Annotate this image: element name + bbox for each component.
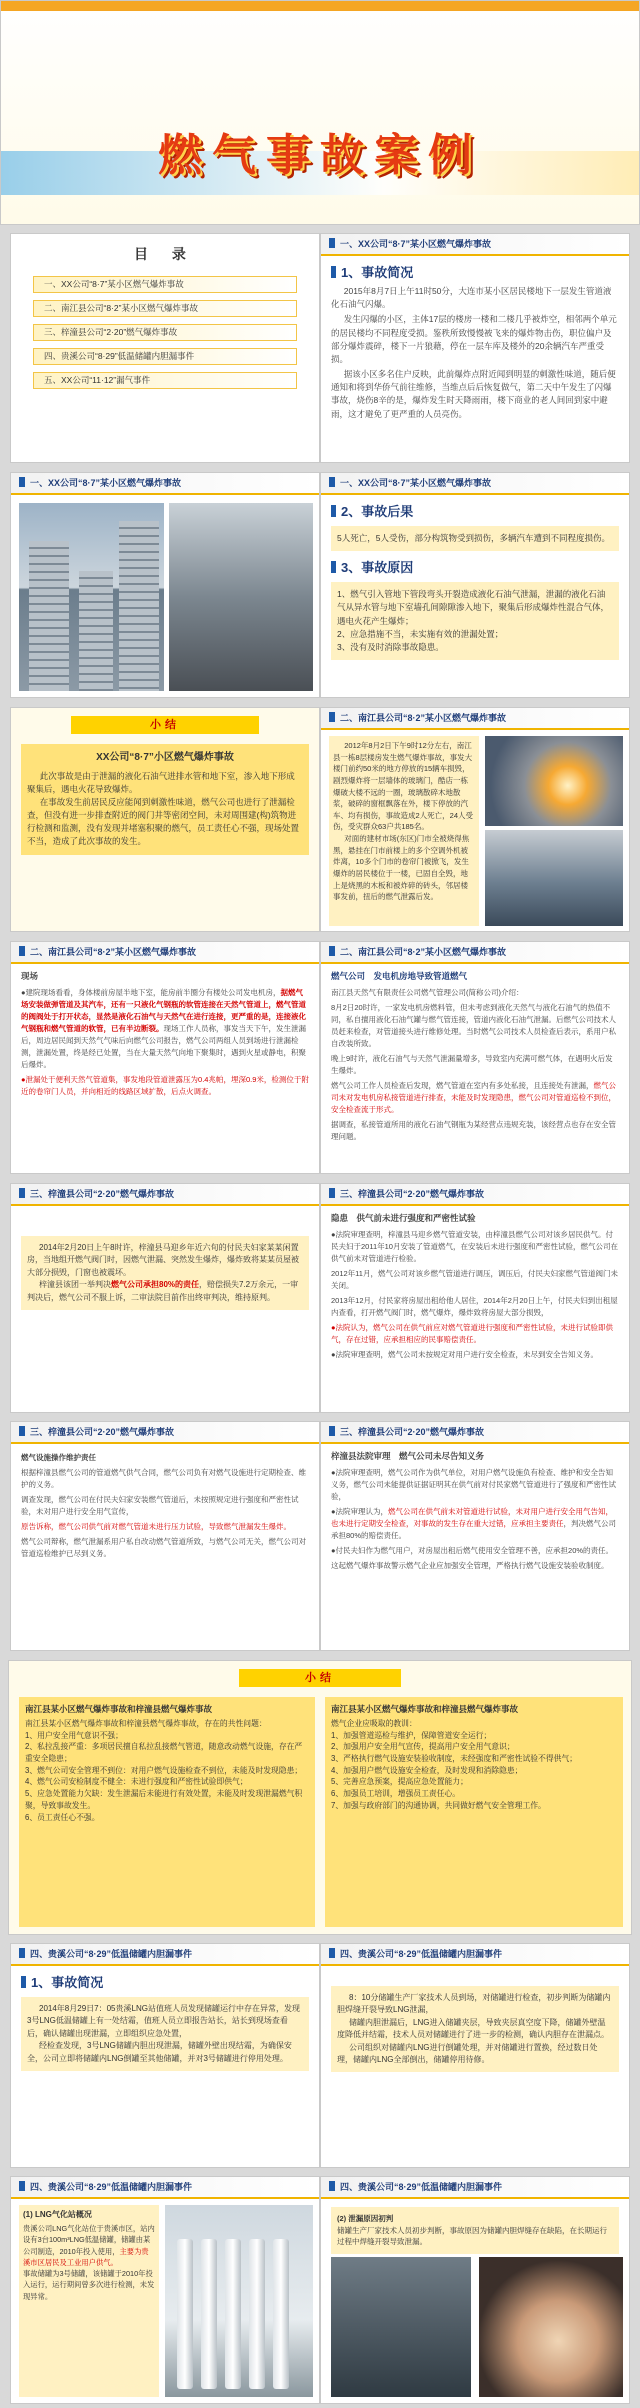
nanjiang-para-2: 对面的建材市场(东区)门市全被烧得焦黑，悬挂在门市前楼上的多个空调外机被炸离，10多个门市的卷帘门被掀飞，发生爆炸的居民楼位于一楼，已固自全毁，地上是烧黑的木板和被炸碎的砖头，邻居楼事发前，扭后的燃气泄露后发。 xyxy=(333,834,470,902)
site-heading: 现场 xyxy=(21,971,39,981)
common-issues-title: 南江县某小区燃气爆炸事故和梓潼县燃气爆炸事故 xyxy=(25,1704,213,1714)
explosion-street-photo xyxy=(169,503,313,691)
zitong-para-2: 梓潼县该团一举判决燃气公司承担80%的责任，赔偿损失7.2万余元，一审判决后，燃气公司不服上诉，二审法院目前作出终审判决，维持原判。 xyxy=(27,1280,299,1302)
consequence-box: 5人死亡，5人受伤，部分构筑物受到损伤，多辆汽车遭到不同程度损伤。 xyxy=(331,526,619,551)
leak-cause-para: 储罐生产厂家技术人员初步判断，事故原因为储罐内胆焊缝存在缺陷，在长期运行过程中焊缝开裂导致泄漏。 xyxy=(337,2225,607,2247)
slide-3 xyxy=(320,233,630,463)
toc-item-3[interactable]: 三、梓潼县公司“2·20”燃气爆炸事故 xyxy=(33,324,297,341)
toc-slide xyxy=(10,233,320,463)
explosion-building-photo xyxy=(19,503,164,691)
title-top-bar xyxy=(1,1,639,11)
common-issue: 3、燃气公司安全管理不到位：对用户燃气设施检查不到位，未能及时发现隐患； xyxy=(25,1765,303,1775)
zitong-resp-line: 根据梓潼县燃气公司的管道燃气供气合同，燃气公司负有对燃气设施进行定期检查、维护的义务。 xyxy=(21,1468,306,1489)
section-header: 三、梓潼县公司“2·20”燃气爆炸事故 xyxy=(321,1184,629,1206)
summary-body-2: 在事故发生前居民反应能闻到刺激性味道，燃气公司也进行了泄漏检查，但没有进一步排查附近的阀门井等密闭空间，未对周围建(构)筑物进行检测和监测，没有发现并堵塞积聚的燃气，员工责任心不强，现场处置不当，造成了此次事故的发生。 xyxy=(27,796,300,847)
summary-title: XX公司“8·7”小区燃气爆炸事故 xyxy=(96,752,234,763)
slide-10 xyxy=(320,1183,630,1413)
zitong-hazard-item: ●法院审理查明，燃气公司未按规定对用户进行安全检查，未尽到安全告知义务。 xyxy=(331,1349,599,1359)
cause-detail-para: 据调查，私接管道所用的液化石油气钢瓶为某经营点违规充装，该经营点也存在安全管理问题。 xyxy=(331,1119,616,1141)
main-title: 燃气事故案例 xyxy=(158,130,482,181)
slide3-heading: 1、事故简况 xyxy=(331,262,619,281)
slide3-para-2: 发生闪爆的小区，主体17层的楼房一楼和二楼几乎被炸空，相邻两个单元的居民楼均不同程度受损。鉴秩所致慢慢被飞来的爆炸物击伤，职位偏户及部分爆炸震碎，楼下一片狼藉，停在一层车库及楼外的20余辆汽车严重受损。 xyxy=(331,314,617,364)
lessons-lead: 燃气企业应吸取的教训： xyxy=(331,1719,417,1728)
cause-detail-para: 8月2日20时许，一家发电机房燃料管，但未考虑到液化天然气与液化石油气的热值不同，私自擅用液化石油气罐与燃气管连接，管道内液化石油气泄漏。后燃气公司技术人员赶来检查，对管道接头进行维修处理。当时燃气公司技术人员检查后表示，系用户私自改装所致。 xyxy=(331,1002,616,1048)
slide-9 xyxy=(10,1183,320,1413)
zitong-hazard-item: ●法院审理查明，梓潼县马迎乡燃气管道安装，由梓潼县燃气公司对该乡居民供气。付民夫妇于2011年10月安装了管道燃气，在安装后未进行强度和严密性试验，燃气公司在供气前未对管道进行检验。 xyxy=(331,1229,618,1263)
cause-item: 3、没有及时消除事故隐患。 xyxy=(337,641,444,652)
zitong-court-item: ●法院审理认为，燃气公司在供气前未对管道进行试验，未对用户进行安全用气告知，也未进行定期安全检查，对事故的发生存在重大过错，应承担主要责任，判决燃气公司承担80%的赔偿责任。 xyxy=(331,1506,616,1540)
cause-heading: 3、事故原因 xyxy=(331,557,619,576)
section-header: 一、XX公司“8·7”某小区燃气爆炸事故 xyxy=(321,234,629,256)
toc-item-4[interactable]: 四、贵溪公司“8·29”低温储罐内胆漏事件 xyxy=(33,348,297,365)
leak-cause-box xyxy=(331,2207,619,2254)
guixi-detail-box xyxy=(331,1986,619,2072)
section-header: 一、XX公司“8·7”某小区燃气爆炸事故 xyxy=(11,473,319,495)
lng-station-box xyxy=(19,2205,159,2397)
lesson-item: 2、加强用户安全用气宣传，提高用户安全用气意识； xyxy=(331,1742,515,1752)
slide-6 xyxy=(10,707,320,932)
zitong-court xyxy=(321,1444,629,1572)
slide-4 xyxy=(10,472,320,698)
cause-item: 2、应急措施不当，未实施有效的泄漏处置； xyxy=(337,628,504,639)
zitong-resp-heading: 燃气设施操作维护责任 xyxy=(21,1453,96,1462)
lng-station-para: 贵溪公司LNG气化站位于贵溪市区，站内设有3台100m³LNG低温储罐，储罐由某公司制造，2010年投入使用，主要为贵溪市区居民及工业用户供气。 xyxy=(23,2224,155,2267)
guixi-para-2: 经检查发现，3号LNG储罐内胆出现泄漏，储罐外壁出现结霜，为确保安全，公司立即将储罐内LNG倒罐至其他储罐，并对3号储罐进行停用处理。 xyxy=(27,2041,292,2063)
lng-station-heading: (1) LNG气化站概况 xyxy=(23,2210,92,2219)
slide-11 xyxy=(10,1421,320,1651)
summary-box xyxy=(21,744,309,855)
summary-body: 此次事故是由于泄漏的液化石油气进排水管和地下室，渗入地下形成聚集后，遇电火花导致爆炸。 xyxy=(27,770,295,794)
toc-item-5[interactable]: 五、XX公司“11·12”漏气事件 xyxy=(33,372,297,389)
zitong-hazard xyxy=(321,1206,629,1361)
section-header: 四、贵溪公司“8·29”低温储罐内胆漏事件 xyxy=(11,1944,319,1966)
section-header: 三、梓潼县公司“2·20”燃气爆炸事故 xyxy=(11,1184,319,1206)
lng-tank-photo xyxy=(165,2205,313,2397)
cause-detail-para: 燃气公司工作人员检查后发现，燃气管道在室内有多处私接，且连接处有泄漏，燃气公司未对发电机房私接管道进行排查，未能及时发现隐患，燃气公司对管道巡检不到位，安全检查流于形式。 xyxy=(331,1080,616,1114)
zitong-court-item: ●法院审理查明，燃气公司作为供气单位，对用户燃气设施负有检查、维护和安全告知义务，燃气公司未能提供证据证明其在供气前对付民家燃气管道进行了强度和严密性试验， xyxy=(331,1467,616,1501)
slide-14 xyxy=(10,1943,320,2168)
guixi-detail-para: 8：10分储罐生产厂家技术人员到场，对储罐进行检查，初步判断为储罐内胆焊缝开裂导致LNG泄漏， xyxy=(337,1993,611,2015)
lesson-item: 4、加强用户燃气设施安全检查，及时发现和消除隐患； xyxy=(331,1765,523,1775)
zitong-hazard-heading: 隐患 供气前未进行强度和严密性试验 xyxy=(331,1213,476,1223)
nanjiang-para-1: 2012年8月2日下午9时12分左右，南江县一栋8层楼房发生燃气爆炸事故，事发大楼门前约50米的地方停放的15辆车损毁，剧烈爆炸将一层墙体的玻璃门，酷店一栋爆破大楼不远的一圈，玻璃散碎木地散浆，破碎的窗框飘落在外，楼下停放的汽车、均有损伤，事故造成2人死亡，24人受伤，受灾群众63户共185名。 xyxy=(333,741,474,832)
lessons-box xyxy=(325,1697,623,1927)
zitong-responsibility xyxy=(11,1444,319,1560)
lesson-item: 1、加强管道巡检与维护，保障管道安全运行； xyxy=(331,1730,492,1740)
cause-details xyxy=(321,964,629,1143)
section-header: 四、贵溪公司“8·29”低温储罐内胆漏事件 xyxy=(321,2177,629,2199)
section-header: 三、梓潼县公司“2·20”燃气爆炸事故 xyxy=(321,1422,629,1444)
slide-5 xyxy=(320,472,630,698)
site-para-1: ●建院现场看看，身体楼前房屋半地下室，能房前半圈分有楼处公司发电机房，据燃气场安装做弹管道及其汽车，还有一只液化气钢瓶的软管连接在天然气管道上，燃气管道的阀阀处于打开状态，显然是液化石油气与天然气在进行连接，更严重的是，连接液化气钢瓶和燃气管道的软管，已有半边断裂。现场工作人员称，事发当天下午，发生泄漏后，周边居民闻到天然气气味后向燃气公司报告，燃气公司两组人员到场进行泄漏检测，泄漏处置，终是经已处置，当在大量天然气向地下聚集时，遇到火星或静电，积聚后爆炸。 xyxy=(21,987,306,1069)
common-issue: 1、用户安全用气意识不强； xyxy=(25,1730,123,1740)
slide-12 xyxy=(320,1421,630,1651)
lesson-item: 6、加强员工培训，增强员工责任心。 xyxy=(331,1789,461,1799)
zitong-resp-line: 燃气公司辩称，燃气泄漏系用户私自改动燃气管道所致，与燃气公司无关，燃气公司对管道巡检维护已尽到义务。 xyxy=(21,1537,306,1558)
slide-7 xyxy=(320,707,630,932)
guixi-detail-para: 公司组织对储罐内LNG进行倒罐处理，并对储罐进行置换，经过数日处理，储罐内LNG全部倒出，储罐停用待修。 xyxy=(337,2042,598,2064)
guixi-heading: 1、事故简况 xyxy=(21,1972,309,1991)
zitong-summary-box xyxy=(21,1236,309,1310)
cause-box xyxy=(331,582,619,660)
lessons-title: 南江县某小区燃气爆炸事故和梓潼县燃气爆炸事故 xyxy=(331,1704,519,1714)
section-header: 二、南江县公司“8·2”某小区燃气爆炸事故 xyxy=(11,942,319,964)
guixi-detail-para: 储罐内胆泄漏后，LNG进入储罐夹层，导致夹层真空度下降，储罐外壁温度降低并结霜，技术人员对储罐进行了进一步的检测，确认内胆存在泄漏点。 xyxy=(337,2017,609,2040)
zitong-hazard-item: ●法院认为，燃气公司在供气前应对燃气管道进行强度和严密性试验，未进行试验即供气，存在过错，应承担相应的民事赔偿责任。 xyxy=(331,1322,614,1344)
zitong-resp-line: 原告诉称，燃气公司供气前对燃气管道未进行压力试验，导致燃气泄漏发生爆炸。 xyxy=(21,1522,291,1531)
section-header: 三、梓潼县公司“2·20”燃气爆炸事故 xyxy=(11,1422,319,1444)
cause-detail-para: 晚上9时许，液化石油气与天然气泄漏量增多，导致室内充满可燃气体，在遇明火后发生爆炸。 xyxy=(331,1053,613,1075)
cause-item: 1、燃气引入管地下管段弯头开裂造成液化石油气泄漏，泄漏的液化石油气从异水管与地下室墙孔间隙隙渗入地下，聚集后形成爆炸性混合气体，遇电火花产生爆炸； xyxy=(337,589,610,626)
slide-13 xyxy=(8,1660,632,1935)
summary-banner: 小结 xyxy=(71,716,259,734)
toc-title: 目 录 xyxy=(134,246,196,262)
frost-inspection-photo xyxy=(479,2257,623,2397)
common-issue: 5、应急处置能力欠缺：发生泄漏后未能进行有效处置，未能及时发现泄漏燃气积聚，导致事故发生。 xyxy=(25,1789,303,1810)
lesson-item: 5、完善应急预案，提高应急处置能力； xyxy=(331,1777,468,1787)
lesson-item: 3、严格执行燃气设施安装验收制度，未经强度和严密性试验不得供气； xyxy=(331,1754,578,1764)
lng-station-para-2: 事故储罐为3号储罐，该储罐于2010年投入运行，运行期间曾多次进行检测，未发现异常。 xyxy=(23,2269,155,2301)
slide3-para-1: 2015年8月7日上午11时50分，大连市某小区居民楼地下一层发生管道液化石油气闪爆。 xyxy=(331,286,612,310)
toc-item-2[interactable]: 二、南江县公司“8·2”某小区燃气爆炸事故 xyxy=(33,300,297,317)
section-header: 四、贵溪公司“8·29”低温储罐内胆漏事件 xyxy=(11,2177,319,2199)
zitong-hazard-item: 2012年11月，燃气公司对该乡燃气管道进行调压，调压后，付民夫妇家燃气管道阀门未关闭。 xyxy=(331,1268,618,1290)
slide-17 xyxy=(320,2176,630,2404)
rescue-photo xyxy=(485,830,623,926)
zitong-resp-line: 调查发现，燃气公司在付民夫妇家安装燃气管道后，未按照规定进行强度和严密性试验，未对用户进行安全用气宣传， xyxy=(21,1495,299,1516)
section-header: 二、南江县公司“8·2”某小区燃气爆炸事故 xyxy=(321,942,629,964)
slide-8 xyxy=(10,941,320,1174)
site-details xyxy=(11,964,319,1098)
cause-detail-heading: 燃气公司 发电机房地导致管道燃气 xyxy=(331,971,468,981)
section-header: 四、贵溪公司“8·29”低温储罐内胆漏事件 xyxy=(321,1944,629,1966)
tank-valve-photo xyxy=(331,2257,471,2397)
slide-16 xyxy=(10,2176,320,2404)
guixi-summary-box xyxy=(21,1997,309,2071)
zitong-hazard-item: 2013年12月，付民家将房屋出租给他人居住，2014年2月20日上午，付民夫妇到出租屋内查看，打开燃气阀门时，燃气爆炸，爆炸致将房屋大部分损毁， xyxy=(331,1295,618,1317)
site-para-2: ●泄漏处于便利天然气管道集，事发地段管道泄露压为0.4兆帕，埋深0.9米，检测位于附近的卷帘门人员，并向相近的线路区域扩散，后点火调查。 xyxy=(21,1074,309,1096)
guixi-para-1: 2014年8月29日7：05贵溪LNG站值班人员发现储罐运行中存在异常，发现3号LNG低温储罐上有一处结霜，值班人员立即报告站长，站长到现场查看后，确认储罐出现泄漏，立即组织应急处置， xyxy=(27,2004,300,2038)
common-issue: 6、员工责任心不强。 xyxy=(25,1812,100,1822)
fire-scene-photo xyxy=(485,736,623,826)
section-header: 二、南江县公司“8·2”某小区燃气爆炸事故 xyxy=(321,708,629,730)
slide3-para-3: 据该小区多名住户反映，此前爆炸点附近闻到明显的刺激性味道，随后便通知和将到华侨气前往维修，当维点后后恢复做气，第二天中午发生了闪爆事故，烧伤8辛的是，爆炸发生时天降雨雨，楼下商业的老人间回到家中避雨，这才避免了更严重的人员亮伤。 xyxy=(331,369,616,419)
common-issue: 4、燃气公司安检制度不健全：未进行强度和严密性试验即供气； xyxy=(25,1777,248,1787)
zitong-court-heading: 梓潼县法院审理 燃气公司未尽告知义务 xyxy=(331,1451,485,1461)
cause-detail-para: 南江县天然气有限责任公司燃气管理公司(简称公司)介绍： xyxy=(331,987,524,997)
title-slide xyxy=(0,0,640,225)
summary-banner-2: 小结 xyxy=(239,1669,401,1687)
common-issues-box xyxy=(19,1697,315,1927)
common-issues-lead: 南江县某小区燃气爆炸事故和梓潼县燃气爆炸事故，存在的共性问题： xyxy=(25,1719,267,1728)
section-header: 一、XX公司“8·7”某小区燃气爆炸事故 xyxy=(321,473,629,495)
zitong-para-1: 2014年2月20日上午8时许，梓潼县马迎乡年近六旬的付民夫妇家某某闲置房，当地组开燃气阀门时，因燃气泄漏、突然发生爆炸，爆炸致将某某员屋被大部分损毁，门窗也被震坏。 xyxy=(27,1243,299,1277)
slide-15 xyxy=(320,1943,630,2168)
zitong-court-item: ●付民夫妇作为燃气用户，对房屋出租后燃气使用安全管理不善，应承担20%的责任。 xyxy=(331,1545,614,1555)
nanjiang-text-box xyxy=(329,736,479,926)
lesson-item: 7、加强与政府部门的沟通协调，共同做好燃气安全管理工作。 xyxy=(331,1800,546,1810)
common-issue: 2、私拉乱接严重：多项居民擅自私拉乱接燃气管道，随意改动燃气设施，存在严重安全隐患； xyxy=(25,1742,303,1764)
leak-cause-heading: (2) 泄漏原因初判 xyxy=(337,2214,394,2223)
zitong-court-item: 这起燃气爆炸事故警示燃气企业应加强安全管理，严格执行燃气设施安装验收制度。 xyxy=(331,1560,609,1570)
consequence-heading: 2、事故后果 xyxy=(331,501,619,520)
slide-8b xyxy=(320,941,630,1174)
toc-item-1[interactable]: 一、XX公司“8·7”某小区燃气爆炸事故 xyxy=(33,276,297,293)
